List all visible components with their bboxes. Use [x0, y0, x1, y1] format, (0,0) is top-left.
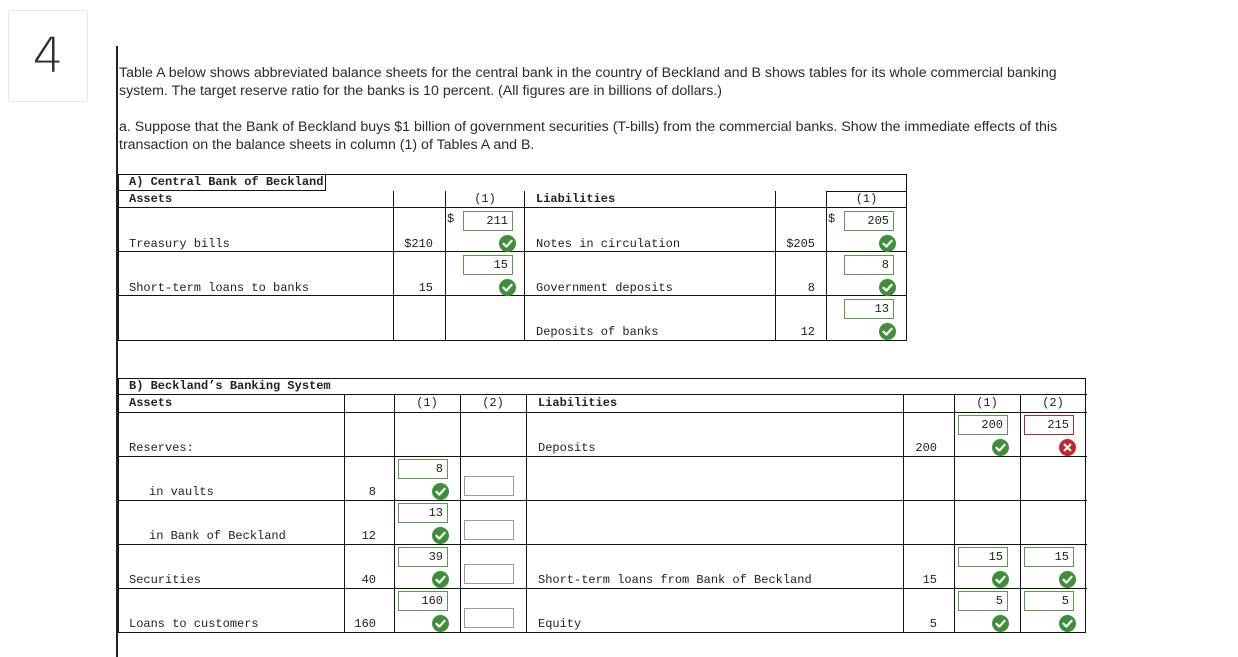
part-a-text: a. Suppose that the Bank of Beckland buys $1 billion of government securities (T-bills) from the commercial banks. Show the immediate effects of this transaction on the balance sheets in column (1) of Tables A and B. — [119, 119, 1058, 153]
table-b-cell — [903, 395, 955, 413]
table-a-cell — [445, 295, 525, 340]
check-circle-icon — [879, 323, 896, 340]
table-a-cell — [119, 295, 394, 340]
table-b-liab-col1-header: (1) — [976, 396, 998, 410]
answer-input-treasury-bills[interactable]: 211 — [463, 211, 513, 231]
liability-label-short-term-loans-from-bank: Short-term loans from Bank of Beckland — [538, 573, 812, 587]
answer-input-government-deposits[interactable]: 8 — [844, 255, 894, 275]
check-circle-icon — [432, 571, 449, 588]
asset-value-short-term-loans: 15 — [418, 281, 433, 295]
asset-label-short-term-loans: Short-term loans to banks — [129, 281, 310, 295]
liability-label-equity: Equity — [538, 617, 582, 631]
answer-input-notes[interactable]: 205 — [844, 211, 894, 231]
answer-input-in-bank-col2[interactable] — [464, 520, 514, 540]
answer-input-deposits-col1[interactable]: 200 — [958, 415, 1008, 435]
check-circle-icon — [1059, 615, 1076, 632]
table-b-cell — [526, 588, 904, 633]
asset-label-treasury-bills: Treasury bills — [129, 237, 230, 251]
table-b-cell — [526, 500, 904, 545]
answer-input-securities-col2[interactable] — [464, 564, 514, 584]
asset-value-securities: 40 — [361, 573, 376, 587]
intro-text: Table A below shows abbreviated balance sheets for the central bank in the country of Beckland and B shows tables for its whole commercial banking system. The target reserve ratio for the banks is 10 percent. (All figures are in billions of dollars.) — [119, 65, 1057, 99]
asset-value-in-vaults: 8 — [368, 485, 376, 499]
check-circle-icon — [432, 527, 449, 544]
table-b-cell — [526, 456, 904, 501]
liability-value-deposits: 200 — [915, 441, 937, 455]
liability-label-deposits-of-banks: Deposits of banks — [536, 325, 659, 339]
table-a-cell — [775, 191, 827, 208]
table-a-liab-col1-header: (1) — [855, 192, 878, 206]
asset-label-loans-to-customers: Loans to customers — [129, 617, 259, 631]
liability-label-notes: Notes in circulation — [536, 237, 681, 251]
liability-value-deposits-of-banks: 12 — [800, 325, 815, 339]
answer-input-equity-col2[interactable]: 5 — [1024, 591, 1074, 611]
check-circle-icon — [432, 483, 449, 500]
answer-input-securities-col1[interactable]: 39 — [398, 547, 448, 567]
table-a-cell — [393, 295, 446, 340]
asset-label-reserves: Reserves: — [129, 441, 194, 455]
table-a-liabilities-header: Liabilities — [536, 192, 616, 206]
dollar-sign: $ — [828, 212, 836, 226]
asset-label-in-bank-of-beckland: in Bank of Beckland — [149, 529, 286, 543]
answer-input-deposits-of-banks[interactable]: 13 — [844, 299, 894, 319]
table-b-cell — [1020, 456, 1087, 501]
table-b-liab-col2-header: (2) — [1042, 396, 1064, 410]
table-b-cell — [903, 456, 955, 501]
table-a-title: A) Central Bank of Beckland — [119, 175, 326, 191]
table-a-cell — [393, 191, 446, 208]
table-b-cell — [954, 500, 1021, 545]
answer-input-stl-col2[interactable]: 15 — [1024, 547, 1074, 567]
answer-input-short-term-loans[interactable]: 15 — [463, 255, 513, 275]
liability-label-government-deposits: Government deposits — [536, 281, 673, 295]
liability-label-deposits: Deposits — [538, 441, 596, 455]
table-b-cell — [1020, 500, 1087, 545]
check-circle-icon — [1059, 571, 1076, 588]
check-circle-icon — [879, 235, 896, 252]
answer-input-loans-col1[interactable]: 160 — [398, 591, 448, 611]
table-b-col1-header: (1) — [416, 396, 438, 410]
table-b-cell — [954, 456, 1021, 501]
table-b-liabilities-header: Liabilities — [538, 396, 618, 410]
table-b — [118, 378, 1086, 633]
liability-value-short-term-loans-from-bank: 15 — [922, 573, 937, 587]
answer-input-in-bank-col1[interactable]: 13 — [398, 503, 448, 523]
asset-label-in-vaults: in vaults — [149, 485, 214, 499]
asset-value-loans-to-customers: 160 — [354, 617, 376, 631]
answer-input-in-vaults-col2[interactable] — [464, 476, 514, 496]
answer-input-deposits-col2[interactable]: 215 — [1024, 415, 1074, 435]
table-b-cell — [903, 500, 955, 545]
question-number: 4 — [8, 10, 88, 102]
liability-value-government-deposits: 8 — [807, 281, 815, 295]
answer-input-stl-col1[interactable]: 15 — [958, 547, 1008, 567]
table-b-cell — [344, 412, 395, 457]
table-a-assets-header: Assets — [129, 192, 173, 206]
table-b-cell — [394, 412, 461, 457]
table-b-col2-header: (2) — [482, 396, 504, 410]
table-a — [118, 174, 907, 341]
table-b-cell — [344, 395, 395, 413]
table-b-title: B) Beckland’s Banking System — [119, 379, 1087, 395]
table-a-col1-header: (1) — [474, 192, 496, 206]
check-circle-icon — [499, 279, 516, 296]
check-circle-icon — [499, 235, 516, 252]
asset-value-treasury-bills: $210 — [404, 237, 433, 251]
answer-input-loans-col2[interactable] — [464, 608, 514, 628]
check-circle-icon — [992, 615, 1009, 632]
liability-value-notes: $205 — [786, 237, 815, 251]
answer-input-in-vaults-col1[interactable]: 8 — [398, 459, 448, 479]
dollar-sign: $ — [447, 212, 455, 226]
check-circle-icon — [992, 571, 1009, 588]
asset-label-securities: Securities — [129, 573, 202, 587]
check-circle-icon — [879, 279, 896, 296]
liability-value-equity: 5 — [929, 617, 937, 631]
answer-input-equity-col1[interactable]: 5 — [958, 591, 1008, 611]
asset-value-in-bank-of-beckland: 12 — [361, 529, 376, 543]
x-circle-icon — [1059, 439, 1076, 456]
table-b-assets-header: Assets — [129, 396, 173, 410]
check-circle-icon — [992, 439, 1009, 456]
table-b-cell — [460, 412, 527, 457]
check-circle-icon — [432, 615, 449, 632]
